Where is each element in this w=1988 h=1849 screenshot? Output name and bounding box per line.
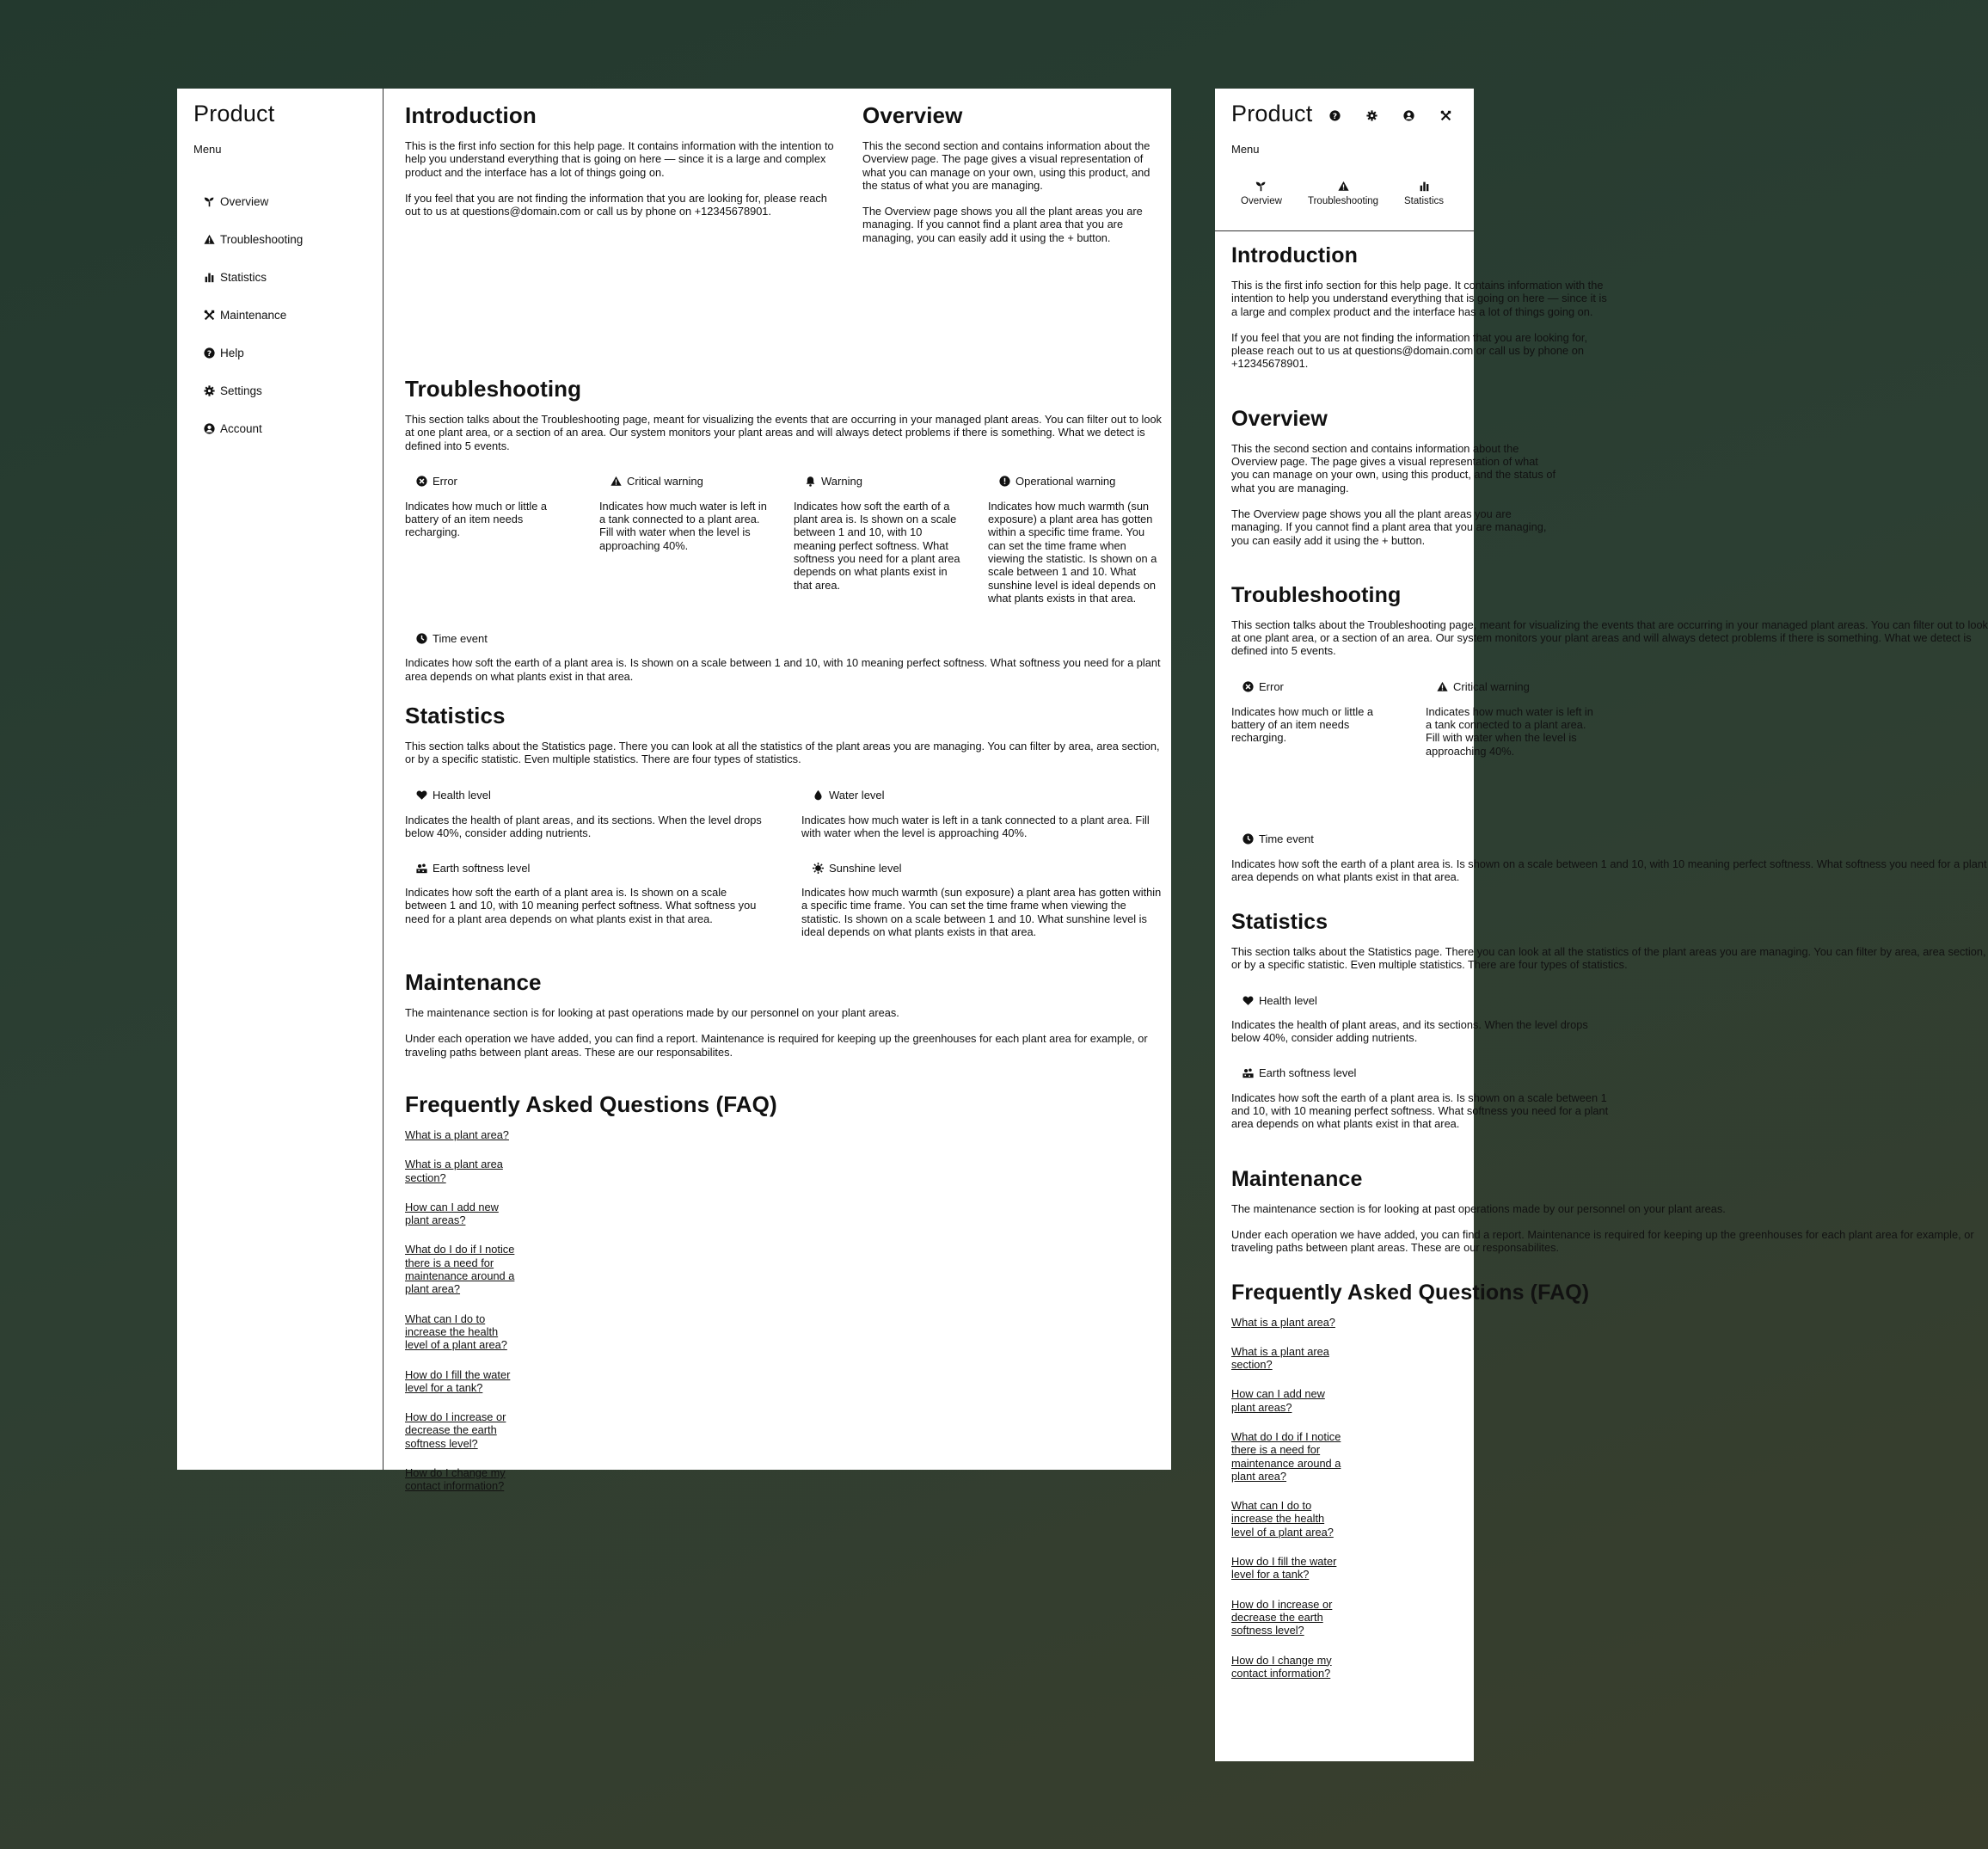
event-description: Indicates how much water is left in a tank connected to a plant area. Fill with water when the level is approaching 40%. (1426, 704, 1593, 758)
statistics-section (405, 703, 1162, 938)
sidebar-item-label: Overview (220, 194, 269, 208)
paragraph: This section talks about the Troubleshooting page, meant for visualizing the events that are occurring in your managed plant areas. You can filter out to look at one plant area, or a section of an area. Our system monitors your plant areas and will always detect problems if there is something. What we detect is defined into 5 events. (1231, 617, 1988, 658)
section-title: Statistics (1231, 909, 1328, 934)
event-title: Error (433, 475, 457, 488)
error-icon (415, 476, 427, 488)
menu-label: Menu (193, 143, 222, 156)
paragraph: This section talks about the Statistics page. There you can look at all the statistics of the plant areas you are managing. You can filter by area, area section, or by a specific statistic. Even multiple statistics. There are four types of statistics. (405, 740, 1160, 766)
overview-section (862, 102, 1155, 244)
heart-icon (415, 789, 427, 802)
faq-link[interactable]: What is a plant area section? (1231, 1344, 1329, 1372)
soil-icon (415, 862, 427, 874)
sidebar-nav (203, 178, 303, 452)
warning-icon (610, 476, 622, 488)
event-description: Indicates how much or little a battery of an item needs recharging. (1231, 704, 1374, 745)
section-title: Statistics (405, 703, 506, 728)
faq-link[interactable]: How do I change my contact information? (1231, 1653, 1332, 1680)
faq-link[interactable]: How can I add new plant areas? (405, 1200, 499, 1227)
sidebar-item-label: Troubleshooting (220, 232, 304, 246)
faq-link[interactable]: How can I add new plant areas? (1231, 1387, 1325, 1414)
sidebar-item-label: Maintenance (220, 308, 287, 322)
faq-link[interactable]: What can I do to increase the health level of a plant area? (1231, 1499, 1334, 1539)
help-content (1231, 243, 1988, 1696)
bell-icon (804, 476, 816, 488)
paragraph: Under each operation we have added, you can find a report. Maintenance is required for keeping up the greenhouses for each plant area for example, or traveling paths between plant areas. These are our responsabilites. (405, 1032, 1148, 1059)
section-title: Maintenance (405, 969, 542, 995)
faq-link[interactable]: What is a plant area section? (405, 1158, 503, 1184)
section-title: Troubleshooting (1231, 582, 1402, 607)
event-title: Operational warning (1015, 475, 1116, 488)
tab-label: Troubleshooting (1308, 196, 1379, 206)
paragraph: The Overview page shows you all the plant areas you are managing. If you cannot find a plant area that you are managing, you can easily add it using the + button. (1231, 507, 1547, 547)
warning-icon (203, 233, 215, 245)
event-grid (405, 474, 1162, 605)
svg-text:?: ? (1332, 112, 1337, 121)
event-description: Indicates how much or little a battery of an item needs recharging. (405, 499, 548, 539)
sprout-icon (1255, 180, 1267, 192)
statistic-description: Indicates how much water is left in a tank connected to a plant area. Fill with water when the level is approaching 40%. (801, 813, 1150, 839)
statistic-sunshine-level (801, 860, 1162, 938)
svg-text:?: ? (206, 349, 212, 359)
sidebar-item-label: Help (220, 346, 244, 359)
faq-link[interactable]: How do I increase or decrease the earth softness level? (1231, 1597, 1333, 1637)
faq-section (405, 1091, 1162, 1509)
event-time-event (405, 630, 1162, 683)
brand-logo[interactable]: Product (1231, 101, 1313, 126)
section-title: Introduction (405, 102, 537, 128)
water-drop-icon (812, 789, 824, 802)
section-title: Frequently Asked Questions (FAQ) (1231, 1280, 1590, 1305)
warning-icon (1436, 681, 1448, 693)
event-critical-warning (1426, 679, 1599, 758)
faq-link[interactable]: What can I do to increase the health level of a plant area? (405, 1312, 507, 1352)
statistic-health-level (405, 788, 765, 840)
statistic-title: Health level (433, 789, 491, 802)
bar-chart-icon (1418, 180, 1430, 192)
paragraph: The maintenance section is for looking at past operations made by our personnel on your plant areas. (1231, 1201, 1726, 1215)
faq-link[interactable]: What is a plant area? (405, 1128, 509, 1141)
account-icon (203, 422, 215, 434)
clock-icon (415, 632, 427, 644)
event-title: Warning (821, 475, 862, 488)
event-operational-warning (988, 474, 1162, 605)
soil-icon (1242, 1067, 1254, 1079)
event-description: Indicates how soft the earth of a plant area is. Is shown on a scale between 1 and 10, with 10 meaning perfect softness. What softness you need for a plant area depends on what plants exist in that area. (1231, 857, 1987, 884)
paragraph: This is the first info section for this help page. It contains information with the intention to help you understand everything that is going on here — since it is a large and complex product and the interface has a lot of things going on. (405, 139, 834, 179)
statistic-title: Sunshine level (829, 861, 902, 875)
event-description: Indicates how much warmth (sun exposure) a plant area has gotten within a specific time frame. You can set the time frame when viewing the statistic. Is shown on a scale between 1 and 10. What sunshine level is ideal depends on what plants exists in that area. (988, 499, 1157, 605)
tools-icon (203, 309, 215, 321)
event-description: Indicates how much water is left in a tank connected to a plant area. Fill with water when the level is approaching 40%. (599, 499, 767, 552)
tab-label: Overview (1241, 196, 1282, 206)
statistic-health-level (1231, 992, 1610, 1045)
statistic-description: Indicates the health of plant areas, and its sections. When the level drops below 40%, consider adding nutrients. (405, 813, 762, 839)
sprout-icon (203, 195, 215, 207)
section-title: Overview (862, 102, 963, 128)
event-warning (794, 474, 967, 605)
help-icon (203, 347, 215, 359)
statistic-description: Indicates how much warmth (sun exposure) a plant area has gotten within a specific time frame. You can set the time frame when viewing the statistic. Is shown on a scale between 1 and 10. What sunshine level is ideal depends on what plants exists in that area. (801, 886, 1162, 939)
statistic-title: Earth softness level (433, 861, 531, 875)
paragraph: The Overview page shows you all the plant areas you are managing. If you cannot find a plant area that you are managing, you can easily add it using the + button. (862, 205, 1143, 244)
event-grid (1231, 679, 1988, 758)
bar-chart-icon (203, 271, 215, 283)
faq-link[interactable]: How do I increase or decrease the earth softness level? (405, 1410, 506, 1450)
sun-icon (812, 862, 824, 874)
event-title: Time event (1259, 832, 1314, 846)
event-description: Indicates how soft the earth of a plant area is. Is shown on a scale between 1 and 10, with 10 meaning perfect softness. What softness you need for a plant area depends on what plants exist in that area. (405, 656, 1161, 683)
error-icon (1242, 681, 1254, 693)
statistic-water-level (801, 788, 1162, 840)
desktop-help-page (177, 89, 1171, 1493)
alert-circle-icon (998, 476, 1010, 488)
troubleshooting-section (405, 376, 1162, 683)
faq-link[interactable]: What do I do if I notice there is a need for maintenance around a plant area? (405, 1243, 515, 1296)
faq-link[interactable]: How do I fill the water level for a tank? (405, 1367, 511, 1394)
tab-statistics[interactable] (1404, 180, 1444, 206)
section-title: Frequently Asked Questions (FAQ) (405, 1091, 777, 1117)
paragraph: If you feel that you are not finding the information that you are looking for, please reach out to us at questions@domain.com or call us by phone on +12345678901. (1231, 330, 1588, 371)
statistic-description: Indicates how soft the earth of a plant area is. Is shown on a scale between 1 and 10, with 10 meaning perfect softness. What softness you need for a plant area depends on what plants exist in that area. (405, 886, 757, 925)
event-error (405, 474, 579, 605)
menu-label: Menu (1231, 143, 1260, 156)
faq-list (1231, 1316, 1348, 1680)
paragraph: Under each operation we have added, you can find a report. Maintenance is required for keeping up the greenhouses for each plant area for example, or traveling paths between plant areas. These are our responsabilites. (1231, 1227, 1974, 1255)
statistic-title: Water level (829, 789, 885, 802)
event-description: Indicates how soft the earth of a plant area is. Is shown on a scale between 1 and 10, with 10 meaning perfect softness. What softness you need for a plant area depends on what plants exist in that area. (794, 499, 960, 592)
faq-link[interactable]: How do I change my contact information? (405, 1466, 506, 1493)
statistic-earth-softness-level (1231, 1066, 1610, 1131)
paragraph: This the second section and contains information about the Overview page. The page gives a visual representation of what you can manage on your own, using this product, and the status of what you are managing. (862, 139, 1150, 192)
statistic-title: Health level (1259, 993, 1317, 1007)
statistic-description: Indicates the health of plant areas, and its sections. When the level drops below 40%, consider adding nutrients. (1231, 1018, 1588, 1045)
event-title: Critical warning (627, 475, 703, 488)
faq-list (405, 1128, 522, 1493)
warning-icon (1337, 180, 1349, 192)
faq-link[interactable]: What is a plant area? (1231, 1315, 1335, 1329)
statistic-grid (405, 788, 1162, 939)
tab-troubleshooting[interactable] (1308, 180, 1378, 206)
paragraph: This the second section and contains information about the Overview page. The page gives a visual representation of what you can manage on your own, using this product, and the status of what you are managing. (1231, 441, 1556, 494)
paragraph: This is the first info section for this help page. It contains information with the intention to help you understand everything that is going on here — since it is a large and complex product and the interface has a lot of things going on. (1231, 279, 1607, 318)
mobile-nav (1215, 89, 1474, 231)
paragraph: If you feel that you are not finding the information that you are looking for, please reach out to us at questions@domain.com or call us by phone on +12345678901. (405, 191, 827, 218)
paragraph: This section talks about the Statistics page. There you can look at all the statistics of the plant areas you are managing. You can filter by area, area section, or by a specific statistic. Even multiple statistics. There are four types of statistics. (1231, 944, 1986, 971)
sidebar-item-label: Settings (220, 384, 262, 397)
section-title: Maintenance (1231, 1166, 1363, 1191)
section-title: Introduction (1231, 243, 1359, 267)
mobile-help-page (1215, 89, 1988, 1761)
faq-link[interactable]: What do I do if I notice there is a need for maintenance around a plant area? (1231, 1429, 1341, 1483)
event-time-event (1231, 832, 1987, 884)
heart-icon (1242, 994, 1254, 1006)
event-title: Time event (433, 631, 488, 645)
event-critical-warning (599, 474, 773, 605)
maintenance-section (405, 969, 1162, 1059)
statistic-title: Earth softness level (1259, 1066, 1357, 1080)
section-title: Troubleshooting (405, 376, 582, 402)
sidebar-item-account[interactable] (203, 405, 303, 452)
sidebar (177, 89, 383, 1470)
brand-logo[interactable]: Product (193, 101, 275, 126)
paragraph: This section talks about the Troubleshooting page, meant for visualizing the events that are occurring in your managed plant areas. You can filter out to look at one plant area, or a section of an area. Our system monitors your plant areas and will always detect problems if there is something. What we detect is defined into 5 events. (405, 413, 1162, 452)
sidebar-item-label: Account (220, 421, 262, 435)
section-title: Overview (1231, 406, 1328, 431)
sidebar-item-label: Statistics (220, 270, 267, 284)
statistic-earth-softness-level (405, 860, 765, 938)
introduction-section (405, 102, 835, 218)
event-title: Critical warning (1453, 680, 1530, 694)
gear-icon (203, 384, 215, 396)
faq-link[interactable]: How do I fill the water level for a tank? (1231, 1555, 1337, 1582)
statistic-description: Indicates how soft the earth of a plant area is. Is shown on a scale between 1 and 10, with 10 meaning perfect softness. What softness you need for a plant area depends on what plants exist in that area. (1231, 1090, 1609, 1131)
event-title: Error (1259, 680, 1284, 694)
event-error (1231, 679, 1405, 758)
paragraph: The maintenance section is for looking at past operations made by our personnel on your plant areas. (405, 1006, 899, 1019)
tab-overview[interactable] (1241, 180, 1282, 206)
tab-label: Statistics (1404, 196, 1445, 206)
clock-icon (1242, 833, 1254, 845)
